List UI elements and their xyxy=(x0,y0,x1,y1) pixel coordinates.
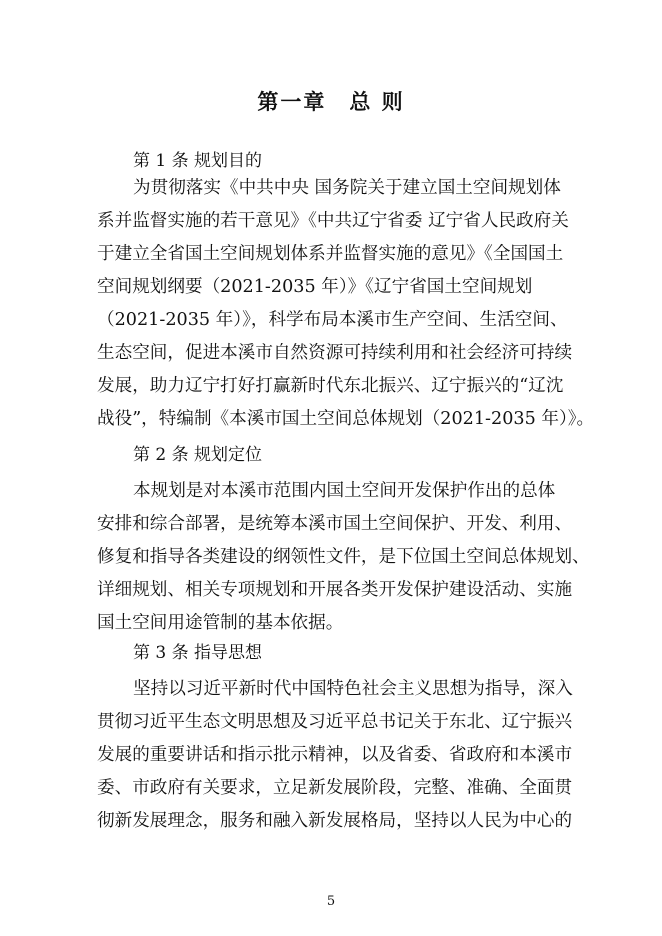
text-line: 详细规划、相关专项规划和开展各类开发保护建设活动、实施 xyxy=(97,580,573,600)
page-number: 5 xyxy=(326,894,336,909)
text-line: 发展，助力辽宁打好打赢新时代东北振兴、辽宁振兴的“辽沈 xyxy=(97,376,564,396)
text-line: 系并监督实施的若干意见》《中共辽宁省委 辽宁省人民政府关 xyxy=(97,211,569,231)
chapter-title: 第一章 总 则 xyxy=(257,89,405,114)
article-3-body xyxy=(97,673,577,838)
article-3-heading: 第 3 条 指导思想 xyxy=(133,643,263,663)
text-line: 国土空间用途管制的基本依据。 xyxy=(97,613,344,633)
text-line: 坚持以习近平新时代中国特色社会主义思想为指导，深入 xyxy=(133,679,573,699)
text-line: 彻新发展理念，服务和融入新发展格局，坚持以人民为中心的 xyxy=(97,811,573,831)
text-line: 贯彻习近平生态文明思想及习近平总书记关于东北、辽宁振兴 xyxy=(97,712,573,732)
text-line: 战役”，特编制《本溪市国土空间总体规划（2021-2035 年）》。 xyxy=(97,409,595,429)
article-2-body xyxy=(97,475,590,640)
text-line: 发展的重要讲话和指示批示精神，以及省委、省政府和本溪市 xyxy=(97,745,573,765)
text-line: （2021-2035 年）》，科学布局本溪市生产空间、生活空间、 xyxy=(97,310,568,330)
text-line: 安排和综合部署，是统筹本溪市国土空间保护、开发、利用、 xyxy=(97,514,573,534)
text-line: 生态空间，促进本溪市自然资源可持续利用和社会经济可持续 xyxy=(97,343,573,363)
text-line: 为贯彻落实《中共中央 国务院关于建立国土空间规划体 xyxy=(133,178,561,198)
text-line: 委、市政府有关要求，立足新发展阶段，完整、准确、全面贯 xyxy=(97,778,573,798)
text-line: 修复和指导各类建设的纲领性文件，是下位国土空间总体规划、 xyxy=(97,547,590,567)
text-line: 本规划是对本溪市范围内国土空间开发保护作出的总体 xyxy=(133,481,556,501)
text-line: 空间规划纲要（2021-2035 年）》《辽宁省国土空间规划 xyxy=(97,277,533,297)
article-1-body xyxy=(97,172,595,436)
article-2-heading: 第 2 条 规划定位 xyxy=(133,445,263,465)
article-1-heading: 第 1 条 规划目的 xyxy=(133,151,263,171)
text-line: 于建立全省国土空间规划体系并监督实施的意见》《全国国土 xyxy=(97,244,564,264)
